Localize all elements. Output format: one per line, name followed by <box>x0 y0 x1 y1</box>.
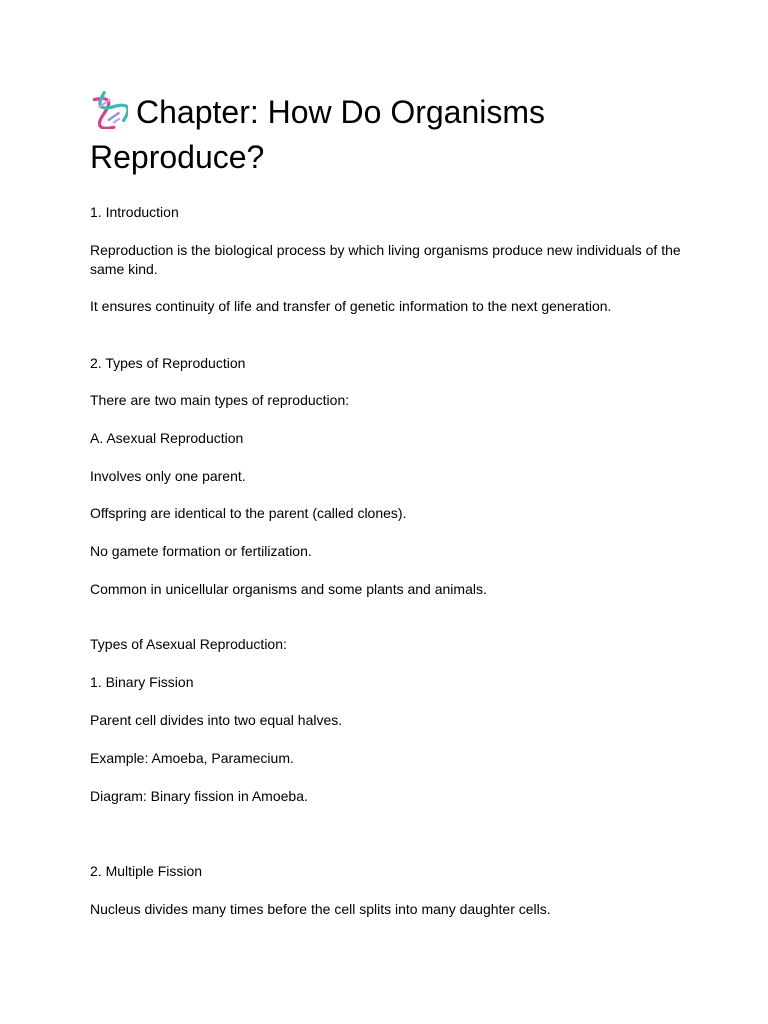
subheading-binary-fission: 1. Binary Fission <box>90 674 194 690</box>
page-title <box>90 90 690 180</box>
paragraph-clones: Offspring are identical to the parent (called clones). <box>90 505 407 521</box>
paragraph-one-parent: Involves only one parent. <box>90 468 246 484</box>
paragraph-reproduction-definition: Reproduction is the biological process by which living organisms produce new individuals of the same kind. <box>90 242 681 277</box>
paragraph-nucleus-divides: Nucleus divides many times before the cell splits into many daughter cells. <box>90 901 551 917</box>
subheading-types-asexual: Types of Asexual Reproduction: <box>90 636 287 652</box>
section-heading-introduction: 1. Introduction <box>90 204 179 220</box>
paragraph-example-amoeba: Example: Amoeba, Paramecium. <box>90 750 294 766</box>
paragraph-no-gamete: No gamete formation or fertilization. <box>90 543 312 559</box>
paragraph-diagram-reference: Diagram: Binary fission in Amoeba. <box>90 788 308 804</box>
paragraph-equal-halves: Parent cell divides into two equal halves. <box>90 712 343 728</box>
paragraph-two-types: There are two main types of reproduction: <box>90 392 350 408</box>
page-title-text: Chapter: How Do Organisms Reproduce? <box>90 94 546 175</box>
dna-icon <box>90 91 128 129</box>
subheading-multiple-fission: 2. Multiple Fission <box>90 863 203 879</box>
paragraph-continuity: It ensures continuity of life and transfer of genetic information to the next generation. <box>90 298 612 314</box>
subheading-asexual: A. Asexual Reproduction <box>90 430 244 446</box>
section-heading-types: 2. Types of Reproduction <box>90 355 246 371</box>
paragraph-common: Common in unicellular organisms and some plants and animals. <box>90 581 487 597</box>
